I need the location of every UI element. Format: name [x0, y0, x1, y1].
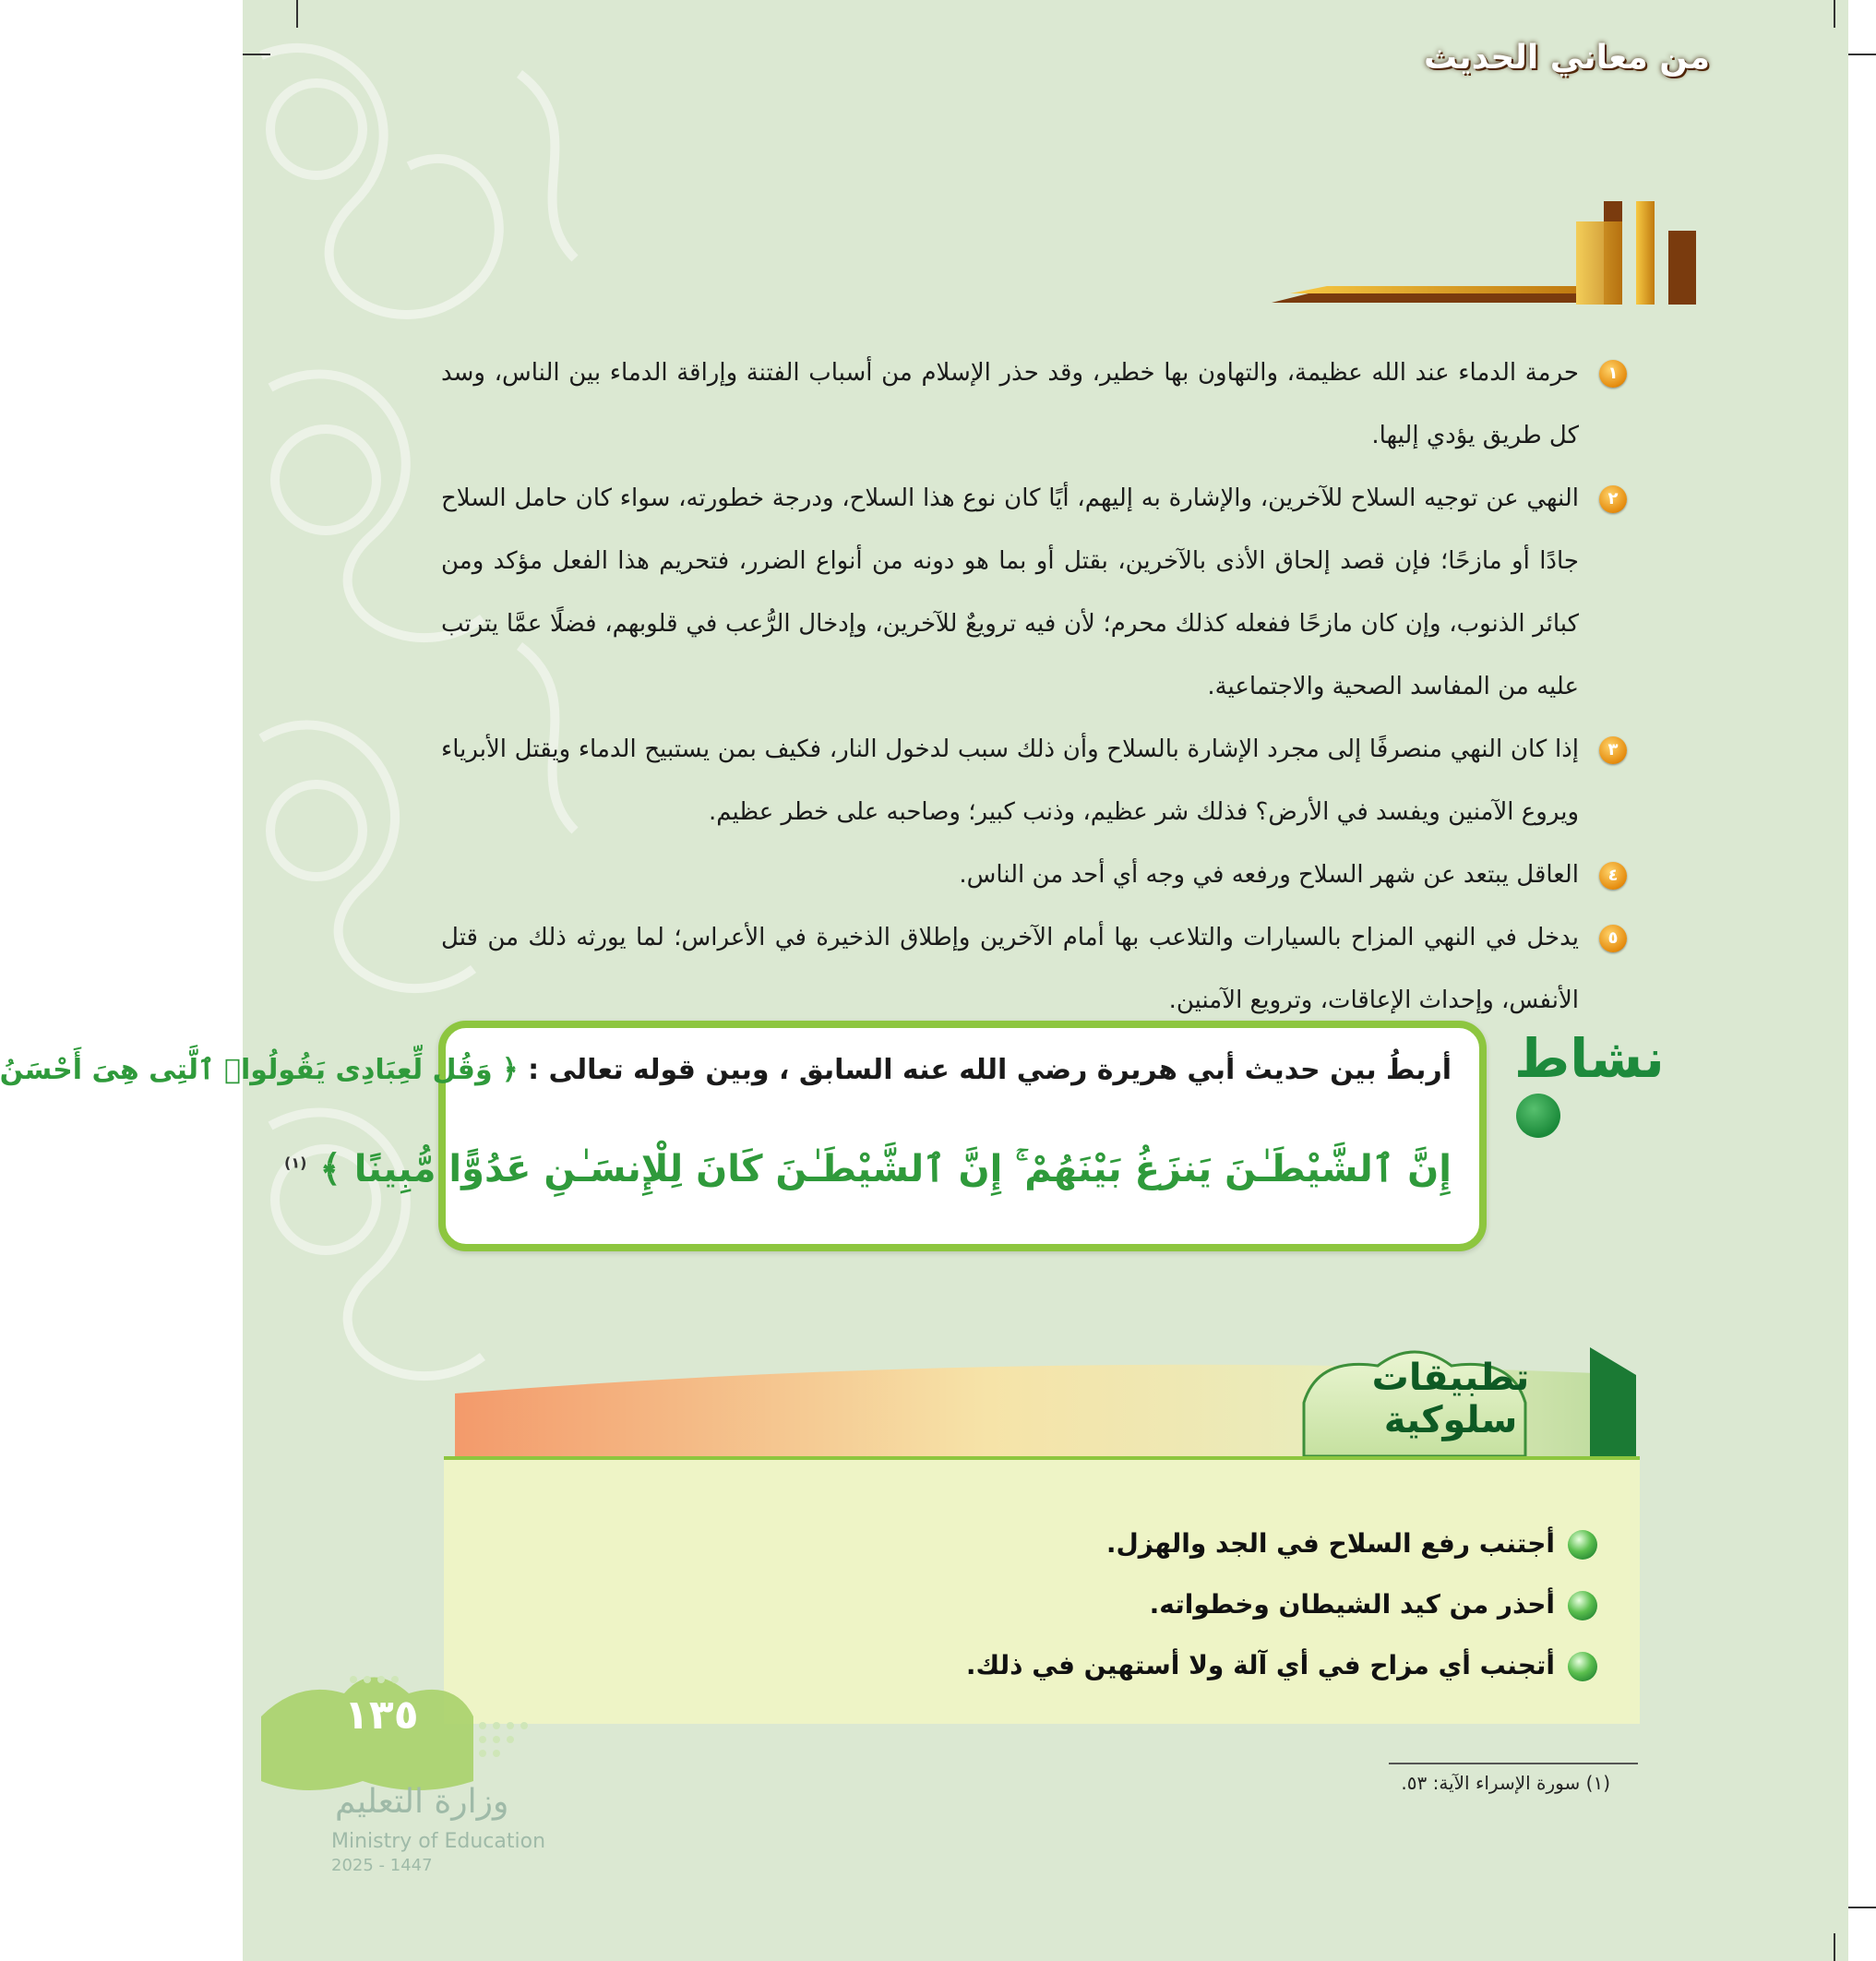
number-badge: ٥ [1599, 925, 1627, 952]
activity-line-1 [0, 1054, 1452, 1086]
crop-mark [296, 0, 298, 28]
list-item [441, 718, 1627, 843]
point-text: إذا كان النهي منصرفًا إلى مجرد الإشارة بالسلاح وأن ذلك سبب لدخول النار، فكيف بمن يستبيح الدماء ويقتل الأبرياء ويروع الآمنين ويفسد في الأرض؟ فذلك شر عظيم، وذنب كبير؛ وصاحبه على خطر عظيم. [441, 735, 1579, 826]
activity-title: نشاط [1514, 1027, 1665, 1090]
list-item [441, 843, 1627, 906]
point-text: يدخل في النهي المزاح بالسيارات والتلاعب بها أمام الآخرين وإطلاق الذخيرة في الأعراس؛ لما يورثه ذلك من قتل الأنفس، وإحداث الإعاقات، وترويع الآمنين. [441, 924, 1579, 1014]
footnote: (١) سورة الإسراء الآية: ٥٣. [1401, 1772, 1610, 1794]
green-bullet-icon [1568, 1591, 1597, 1620]
list-item [966, 1635, 1597, 1696]
page-number: ١٣٥ [344, 1692, 419, 1739]
list-item [441, 467, 1627, 718]
number-badge: ٣ [1599, 736, 1627, 764]
activity-line-2 [284, 1148, 1452, 1190]
list-item [441, 906, 1627, 1032]
crop-mark [1834, 1933, 1835, 1961]
application-text: أتجنب أي مزاح في أي آلة ولا أستهين في ذلك. [965, 1650, 1555, 1680]
number-badge: ٤ [1599, 862, 1627, 890]
activity-box [0, 1021, 1487, 1251]
number-badge: ١ [1599, 360, 1627, 388]
list-item [441, 341, 1627, 467]
list-item [966, 1513, 1597, 1574]
green-bullet-icon [1568, 1652, 1597, 1681]
applications-box [444, 1456, 1640, 1724]
application-text: أجتنب رفع السلاح في الجد والهزل. [1105, 1528, 1555, 1559]
points-list [441, 341, 1627, 1032]
crop-mark [243, 54, 270, 55]
number-badge: ٢ [1599, 485, 1627, 513]
point-text: حرمة الدماء عند الله عظيمة، والتهاون بها خطير، وقد حذر الإسلام من أسباب الفتنة وإراقة الدماء بين الناس، وسد كل طريق يؤدي إليها. [441, 359, 1579, 449]
point-text: النهي عن توجيه السلاح للآخرين، والإشارة به إليهم، أيًا كان نوع هذا السلاح، ودرجة خطورته، سواء كان حامل السلاح جادًا أو مازحًا؛ فإن قصد إلحاق الأذى بالآخرين، بقتل أو بما هو دونه من أنواع الضرر، فتحريم هذا الفعل مؤكد ومن كبائر الذنوب، وإن كان مازحًا ففعله كذلك محرم؛ لأن فيه ترويعٌ للآخرين، وإدخال الرُّعب في قلوبهم، فضلًا عمَّا يترتب عليه من المفاسد الصحية والاجتماعية. [441, 484, 1579, 700]
ministry-name-en: Ministry of Education [331, 1830, 546, 1853]
verse-part-1: ﴿ وَقُل لِّعِبَادِى يَقُولُوا۟ ٱلَّتِى هِىَ أَحْسَنُ [0, 1054, 519, 1086]
heading-ornament [1272, 194, 1715, 314]
footnote-ref: (١) [284, 1154, 307, 1172]
applications-title: تطبيقات سلوكية [1371, 1357, 1530, 1441]
activity-dot-icon [1516, 1094, 1560, 1138]
verse-part-2: إِنَّ ٱلشَّيْطَـٰنَ يَنزَغُ بَيْنَهُمْ ۚ إِنَّ ٱلشَّيْطَـٰنَ كَانَ لِلْإِنسَـٰنِ عَدُوًّا مُّبِينًا ﴾ [319, 1148, 1452, 1190]
edition-year: 2025 - 1447 [331, 1856, 433, 1875]
green-bullet-icon [1568, 1530, 1597, 1560]
section-title: من معاني الحديث [1423, 39, 1710, 77]
application-text: أحذر من كيد الشيطان وخطواته. [1149, 1589, 1555, 1620]
list-item [966, 1574, 1597, 1635]
activity-intro: أربطُ بين حديث أبي هريرة رضي الله عنه السابق ، وبين قوله تعالى : [528, 1054, 1452, 1086]
crop-mark [1848, 54, 1876, 55]
point-text: العاقل يبتعد عن شهر السلاح ورفعه في وجه أي أحد من الناس. [959, 861, 1579, 889]
ministry-name-ar: وزارة التعليم [335, 1783, 509, 1821]
crop-mark [1848, 1907, 1876, 1908]
crop-mark [1834, 0, 1835, 28]
applications-list [966, 1513, 1597, 1696]
footnote-divider [1389, 1763, 1638, 1764]
